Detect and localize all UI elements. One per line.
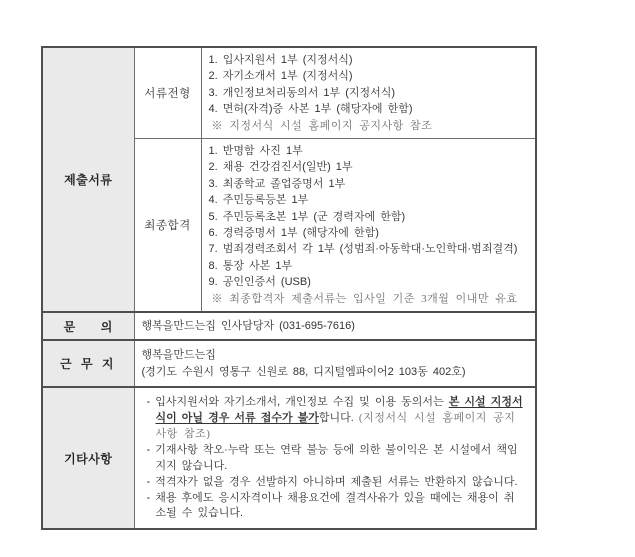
submit-docs-header-cell: 제출서류 — [42, 47, 134, 312]
doc-list-item: 8. 통장 사본 1부 — [208, 259, 293, 272]
doc-list — [209, 52, 528, 118]
doc-list-item: 7. 범죄경력조회서 각 1부 (성범죄·아동학대·노인학대·범죄결격) — [208, 243, 518, 256]
doc-list-item: 3. 최종학교 졸업증명서 1부 — [208, 177, 346, 190]
doc-list-item: 1. 반명함 사진 1부 — [208, 145, 303, 158]
document-screening-list-cell — [201, 47, 536, 139]
workplace-value-cell — [134, 340, 536, 387]
etc-note-segment: 합니다. — [318, 412, 359, 424]
etc-note-segment: - 입사지원서와 자기소개서, 개인정보 수집 및 이용 동의서는 — [146, 396, 449, 409]
doc-list-item: 4. 주민등록등본 1부 — [208, 194, 309, 207]
etc-note-segment: - 채용 후에도 응시자격이나 채용요건에 결격사유가 있을 때에는 채용이 취소될 수 있습니다. — [146, 491, 515, 520]
doc-list-item: 5. 주민등록초본 1부 (군 경력자에 한함) — [208, 210, 406, 223]
doc-list-item: 3. 개인정보처리동의서 1부 (지정서식) — [208, 86, 396, 99]
doc-list-item: 6. 경력증명서 1부 (해당자에 한함) — [208, 227, 379, 240]
etc-note-segment: - 적격자가 없을 경우 선발하지 아니하며 제출된 서류는 반환하지 않습니다. — [146, 475, 518, 488]
doc-list-item: 2. 자기소개서 1부 (지정서식) — [208, 70, 353, 83]
etc-header-cell: 기타사항 — [42, 387, 134, 529]
etc-note-line — [143, 443, 526, 475]
doc-list-item: 1. 입사지원서 1부 (지정서식) — [208, 54, 353, 66]
doc-list-item: 2. 채용 건강검진서(일반) 1부 — [208, 161, 353, 174]
recruitment-info-table — [41, 46, 537, 530]
stage-label-document-screening: 서류전형 — [134, 47, 201, 139]
workplace-address-text: (경기도 수원시 영통구 신원로 88, 디지털엠파이어2 103동 402호) — [141, 365, 466, 378]
etc-note-segment: - 기재사항 착오·누락 또는 연락 불능 등에 의한 불이익은 본 시설에서 책임지지 않습니다. — [146, 443, 518, 472]
etc-note-line — [143, 395, 526, 443]
etc-notes-cell — [134, 387, 536, 529]
etc-note-line — [143, 475, 526, 491]
final-pass-list-cell — [201, 139, 536, 313]
workplace-name-text: 행복을만드는집 — [141, 348, 216, 361]
doc-list — [209, 143, 528, 291]
workplace-header-cell: 근 무 지 — [42, 340, 134, 387]
stage-label-final-pass: 최종합격 — [134, 139, 201, 313]
etc-note-segment: 본 시설 지정서식이 아닐 경우 서류 접수가 불가 — [155, 396, 523, 424]
inquiry-contact-text: 행복을만드는집 인사담당자 (031-695-7616) — [141, 319, 355, 332]
etc-note-segment: (지정서식 시설 홈페이지 공지사항 참조) — [155, 412, 516, 440]
final-pass-validity-note: ※ 최종합격자 제출서류는 입사일 기준 3개월 이내만 유효 — [211, 292, 518, 305]
doc-list-item: 9. 공인인증서 (USB) — [208, 276, 311, 289]
doc-list-item: 4. 면허(자격)증 사본 1부 (해당자에 한함) — [208, 103, 413, 116]
etc-note-line — [143, 491, 526, 523]
inquiry-value-cell — [134, 312, 536, 340]
designated-form-note: ※ 지정서식 시설 홈페이지 공지사항 참조 — [211, 119, 433, 132]
inquiry-header-cell: 문 의 — [42, 312, 134, 340]
